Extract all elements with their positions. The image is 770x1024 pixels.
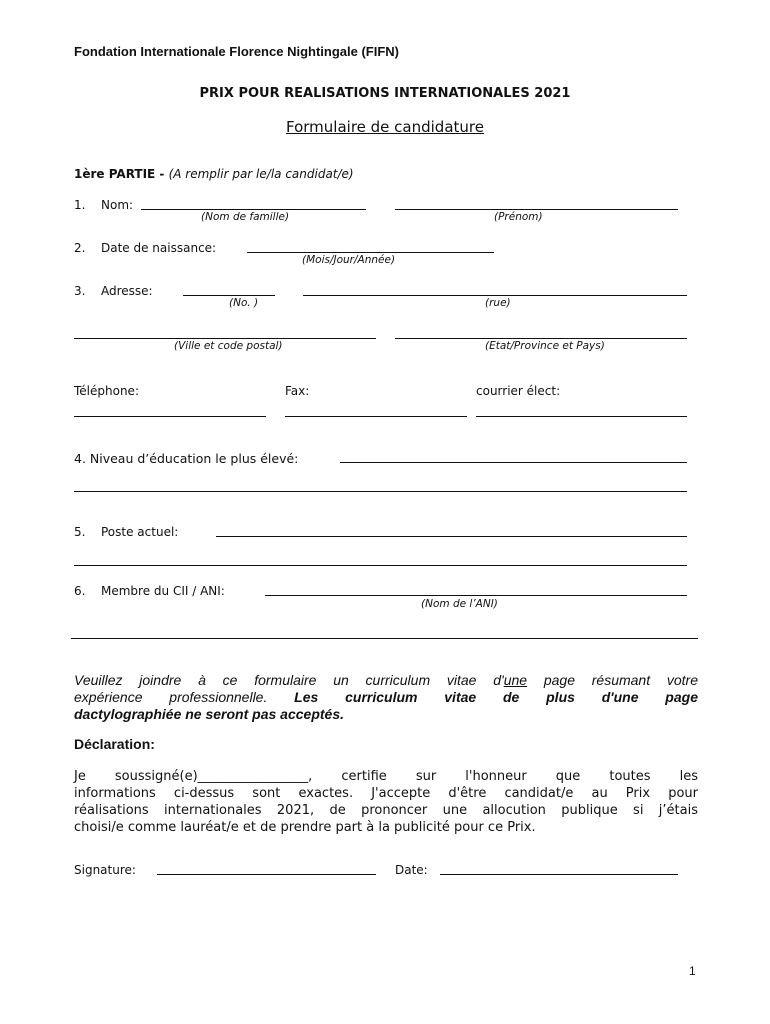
address-label: Adresse: (101, 284, 153, 298)
dob-line[interactable] (247, 252, 494, 253)
education-line-2[interactable] (74, 491, 687, 492)
education-label: 4. Niveau d’éducation le plus élevé: (74, 451, 299, 466)
part1-label: 1ère PARTIE - (74, 167, 169, 181)
declaration-line-3: réalisations internationales 2021, de prononcer une allocution publique si j’étais (74, 803, 698, 818)
signature-line[interactable] (157, 874, 376, 875)
date-line[interactable] (440, 874, 678, 875)
field-number-member: 6. (74, 584, 86, 598)
field-number-position: 5. (74, 525, 86, 539)
position-line-1[interactable] (216, 536, 687, 537)
instructions-bold-2: Les curriculum vitae de plus d'une page (294, 689, 698, 705)
dob-caption: (Mois/Jour/Année) (302, 254, 396, 266)
instructions-line-1 (74, 672, 698, 689)
part1-note: (A remplir par le/la candidat/e) (168, 167, 354, 181)
instructions-line-3: dactylographiée ne seront pas acceptés. (74, 706, 344, 722)
dob-label: Date de naissance: (101, 241, 217, 255)
address-number-caption: (No. ) (229, 297, 259, 309)
instructions-text-1b: page résumant votre (527, 672, 699, 688)
phone-label: Téléphone: (74, 384, 139, 398)
declaration-line-4: choisi/e comme lauréat/e et de prendre part à la publicité pour ce Prix. (74, 820, 536, 835)
nom-label: Nom: (101, 198, 134, 212)
part1-heading (74, 167, 354, 181)
first-name-line[interactable] (395, 209, 678, 210)
signature-label: Signature: (74, 863, 136, 877)
city-postal-caption: (Ville et code postal) (174, 340, 283, 352)
field-number-nom: 1. (74, 198, 86, 212)
field-number-dob: 2. (74, 241, 86, 255)
phone-line[interactable] (74, 416, 266, 417)
member-caption: (Nom de l’ANI) (421, 598, 498, 610)
declaration-line-1: Je soussigné(e)_________________, certifie sur l'honneur que toutes les (74, 769, 698, 784)
city-postal-line[interactable] (74, 338, 376, 339)
declaration-title: Déclaration: (74, 736, 155, 752)
page-number: 1 (689, 964, 696, 978)
street-caption: (rue) (485, 297, 511, 309)
fax-label: Fax: (285, 384, 310, 398)
fax-line[interactable] (285, 416, 467, 417)
organization-name: Fondation Internationale Florence Nightingale (FIFN) (74, 44, 399, 59)
email-label: courrier élect: (476, 384, 561, 398)
last-name-line[interactable] (141, 209, 366, 210)
first-name-caption: (Prénom) (494, 211, 543, 223)
declaration-line-2: informations ci-dessus sont exactes. J'accepte d'être candidat/e au Prix pour (74, 786, 698, 801)
field-number-address: 3. (74, 284, 86, 298)
instructions-line-2 (74, 689, 698, 706)
instructions-text-1a: Veuillez joindre à ce formulaire un curriculum vitae d' (74, 672, 504, 688)
date-label: Date: (395, 863, 428, 877)
form-subtitle: Formulaire de candidature (286, 118, 484, 136)
member-line[interactable] (265, 595, 687, 596)
document-title: PRIX POUR REALISATIONS INTERNATIONALES 2021 (199, 86, 571, 101)
email-line[interactable] (476, 416, 687, 417)
position-line-2[interactable] (74, 565, 687, 566)
street-line[interactable] (303, 295, 687, 296)
last-name-caption: (Nom de famille) (201, 211, 290, 223)
state-country-line[interactable] (395, 338, 687, 339)
position-label: Poste actuel: (101, 525, 179, 539)
instructions-underlined: une (503, 672, 528, 688)
address-number-line[interactable] (183, 295, 275, 296)
section-divider (71, 638, 698, 639)
instructions-text-2a: expérience professionnelle. (74, 689, 295, 705)
state-country-caption: (Etat/Province et Pays) (485, 340, 605, 352)
member-label: Membre du CII / ANI: (101, 584, 225, 598)
education-line-1[interactable] (340, 462, 687, 463)
